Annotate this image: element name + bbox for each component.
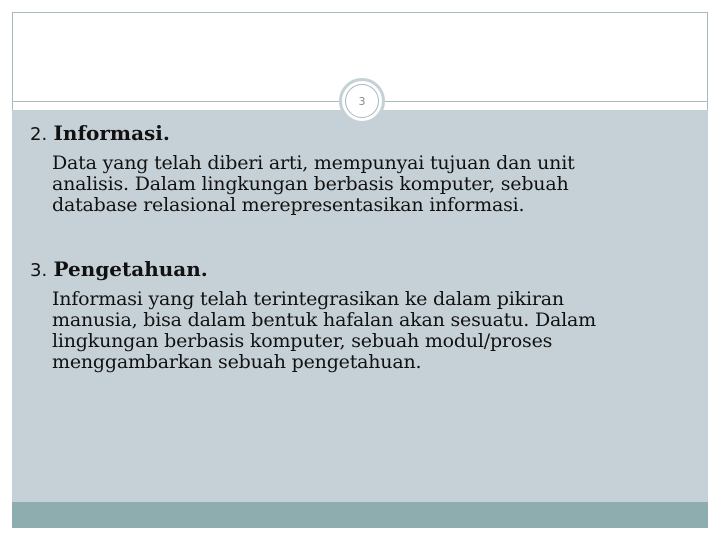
- section-body: [52, 153, 690, 216]
- section-title: Pengetahuan.: [53, 257, 208, 281]
- body-line: menggambarkan sebuah pengetahuan.: [52, 351, 422, 373]
- section-heading: [30, 257, 690, 283]
- footer-band: [12, 502, 708, 528]
- section-number: 3.: [30, 260, 48, 281]
- section-heading: [30, 121, 690, 147]
- section-number: 2.: [30, 124, 48, 145]
- body-line: Informasi yang telah terintegrasikan ke dalam pikiran: [52, 288, 564, 310]
- section-informasi: [30, 121, 690, 216]
- section-title: Informasi.: [53, 121, 170, 145]
- section-body: [52, 289, 690, 373]
- body-line: database relasional merepresentasikan informasi.: [52, 194, 525, 216]
- body-line: Data yang telah diberi arti, mempunyai tujuan dan unit: [52, 152, 575, 174]
- body-line: analisis. Dalam lingkungan berbasis komputer, sebuah: [52, 173, 569, 195]
- body-line: lingkungan berbasis komputer, sebuah modul/proses: [52, 330, 553, 352]
- section-pengetahuan: [30, 257, 690, 373]
- body-line: manusia, bisa dalam bentuk hafalan akan sesuatu. Dalam: [52, 309, 596, 331]
- page-number-badge: [339, 78, 385, 124]
- page-number: 3: [345, 84, 379, 118]
